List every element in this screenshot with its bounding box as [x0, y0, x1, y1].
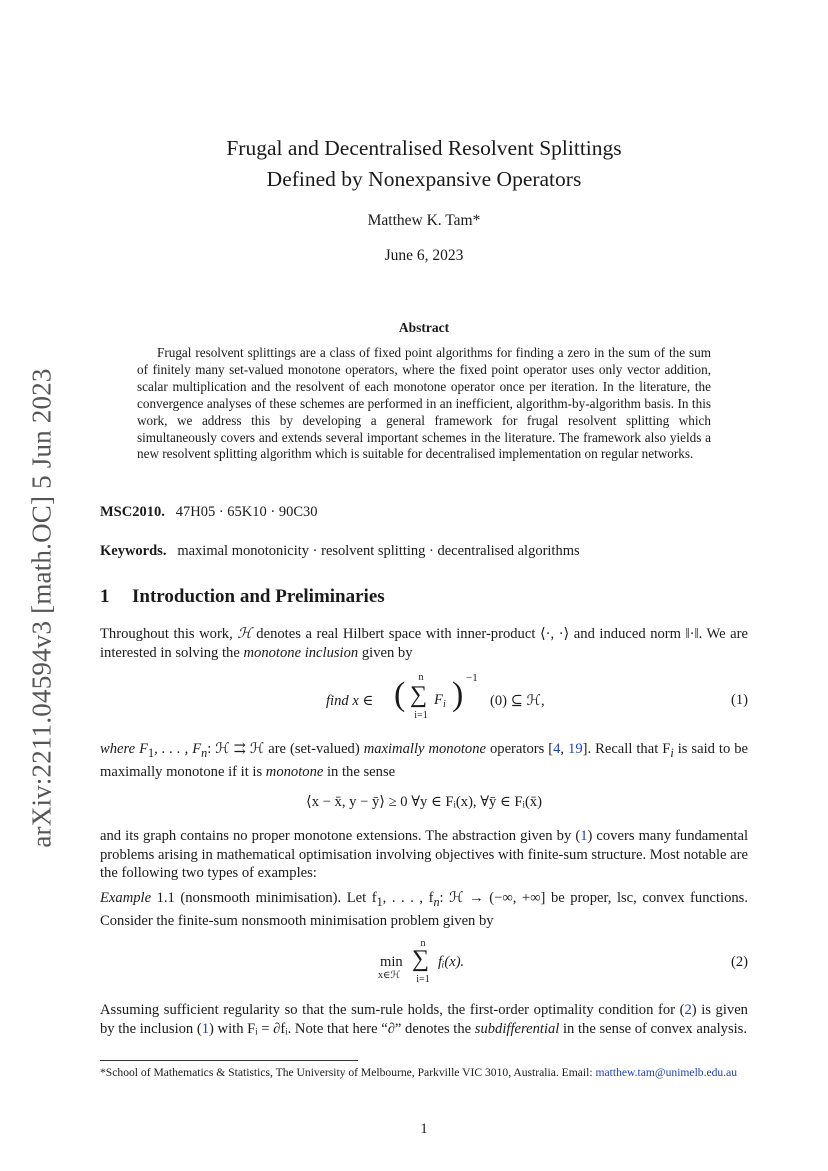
eq2-min: min [380, 954, 403, 970]
eq1-reference[interactable]: 1 [580, 828, 588, 844]
paragraph-4: Assuming sufficient regularity so that the sum-rule holds, the first-order optimality condition for (2) is given by the inclusion (1) with Fᵢ = ∂fᵢ. Note that here “∂” denotes the subdifferential in the sense of convex analysis. [100, 1002, 748, 1037]
abstract-text: Frugal resolvent splittings are a class of fixed point algorithms for finding a zero in the sum of the sum of finitely many set-valued monotone operators, where the fixed point operator uses only vector addition, scalar multiplication and the resolvent of each monotone operator once per iteration. In the literature, the convergence analyses of these schemes are performed in an inefficient, algorithm-by-algorithm basis. In this work, we address this by developing a general framework for frugal resolvent splitting which simultaneously covers and extends several important schemes in the literature. The framework also yields a new resolvent splitting algorithm which is suitable for decentralised implementation on regular networks. [137, 345, 711, 462]
author: Matthew K. Tam* [367, 212, 481, 229]
equation-1: find x ∈ ( n ∑ i=1 F i ) −1 (0) ⊆ ℋ, (1) [326, 672, 748, 721]
keywords-line [100, 543, 748, 560]
eq2-number: (2) [730, 954, 748, 970]
title-line-1: Frugal and Decentralised Resolvent Splittings [226, 136, 622, 160]
email-link[interactable]: matthew.tam@unimelb.edu.au [595, 1066, 738, 1079]
eq2-sub: x∈ℋ [378, 970, 401, 981]
section-title: Introduction and Preliminaries [132, 586, 385, 607]
paragraph-2: where $F_1$, . . . , $F_n$: ℋ ⇉ ℋ are (set-valued) maximally monotone operators [4, 19]. Recall that $F_i$ is said to be maximally monotone if it is monotone in the sense [100, 741, 748, 780]
paper-title [100, 133, 748, 195]
date: June 6, 2023 [384, 247, 464, 264]
eq1-find: find x ∈ [326, 693, 374, 709]
citation-19[interactable]: 19 [568, 741, 583, 757]
msc-label: MSC2010. [100, 504, 165, 520]
footnote: *School of Mathematics & Statistics, The University of Melbourne, Parkville VIC 3010, Australia. Email: matthew.tam@unimelb.edu.au [100, 1066, 738, 1079]
keywords-value: maximal monotonicity · resolvent splitting · decentralised algorithms [177, 543, 580, 559]
msc-value: 47H05 · 65K10 · 90C30 [175, 504, 318, 520]
monotone-inequality: ⟨x − x̄, y − ȳ⟩ ≥ 0 ∀y ∈ Fᵢ(x), ∀ȳ ∈ Fᵢ(x̄) [306, 794, 542, 810]
eq2-reference[interactable]: 2 [684, 1002, 692, 1018]
keywords-label: Keywords. [100, 543, 167, 559]
footnote-rule [100, 1060, 358, 1061]
eq1-number: (1) [730, 692, 748, 708]
arxiv-id-text: arXiv:2211.04594v3 [math.OC] 5 Jun 2023 [26, 367, 57, 848]
abstract-heading: Abstract [398, 320, 450, 335]
paragraph-1: Throughout this work, ℋ denotes a real Hilbert space with inner-product ⟨·, ·⟩ and induced norm ‖·‖. We are interested in solving the monotone inclusion given by [100, 626, 748, 661]
title-line-2: Defined by Nonexpansive Operators [266, 167, 582, 191]
equation-2: min x∈ℋ n ∑ i=1 fᵢ(x). (2) [378, 938, 748, 985]
paragraph-3: and its graph contains no proper monotone extensions. The abstraction given by (1) covers many fundamental problems arising in mathematical optimisation involving objectives with finite-sum structure. Most notable are the following two types of examples: [100, 828, 748, 882]
eq1-reference-2[interactable]: 1 [201, 1020, 210, 1037]
page-number: 1 [420, 1121, 428, 1137]
section-heading [100, 586, 385, 608]
term-monotone-inclusion: monotone inclusion [243, 644, 359, 661]
example-1-1: Example 1.1 (nonsmooth minimisation). Let $f_1$, . . . , $f_n$: ℋ → (−∞, +∞] be proper, lsc, convex functions. Consider the finite-sum nonsmooth minimisation problem given by [100, 890, 748, 929]
citation-4[interactable]: 4 [553, 741, 561, 757]
example-label: Example [100, 890, 152, 906]
section-number: 1 [100, 586, 110, 607]
arxiv-identifier [22, 355, 62, 860]
msc-line [100, 504, 748, 521]
